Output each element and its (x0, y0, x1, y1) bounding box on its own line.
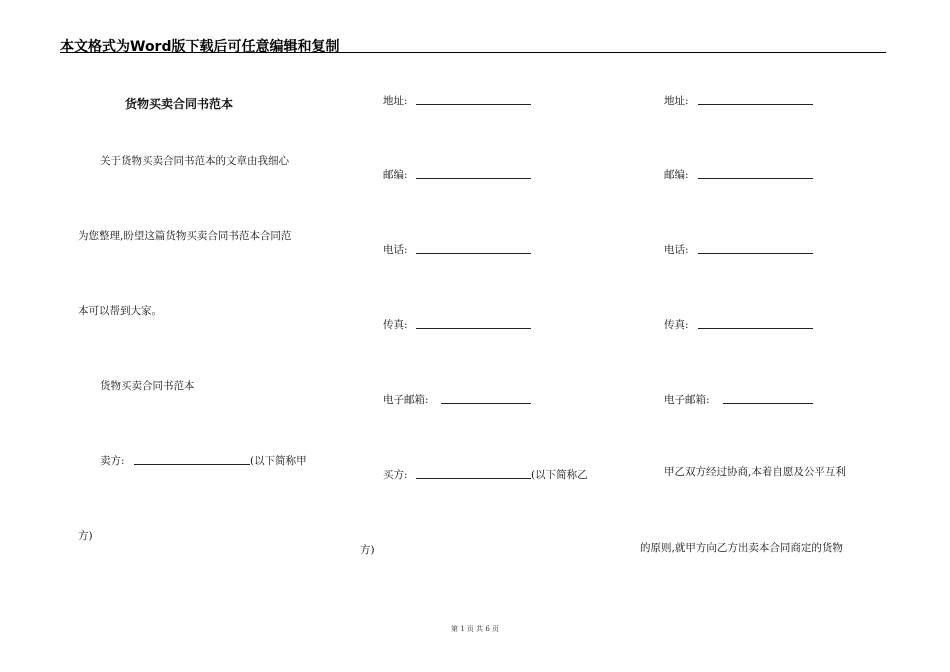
party-phone-line (698, 253, 813, 254)
buyer-address-label: 地址: (383, 95, 408, 107)
party-phone-label: 电话: (664, 244, 689, 256)
seller-wrap: 方) (78, 530, 93, 542)
subtitle: 货物买卖合同书范本 (100, 380, 195, 392)
buyer-phone-label: 电话: (383, 244, 408, 256)
document-title: 货物买卖合同书范本 (125, 97, 234, 111)
seller-blank-line (134, 464, 250, 465)
party-email-label: 电子邮箱: (664, 394, 710, 406)
buyer-wrap: 方) (360, 544, 375, 556)
agreement-line-2: 的原则,就甲方向乙方出卖本合同商定的货物 (640, 542, 843, 554)
party-address-line (698, 104, 813, 105)
header-rule (60, 52, 886, 53)
intro-line-3: 本可以帮到大家。 (78, 305, 162, 317)
buyer-email-line (441, 403, 531, 404)
buyer-fax-line (416, 328, 531, 329)
seller-suffix: (以下简称甲 (250, 455, 307, 467)
page-number: 第 1 页 共 6 页 (450, 625, 500, 633)
buyer-email-label: 电子邮箱: (383, 394, 429, 406)
buyer-blank-line (416, 478, 531, 479)
buyer-label: 买方: (383, 469, 408, 481)
party-postcode-line (698, 178, 813, 179)
party-postcode-label: 邮编: (664, 169, 689, 181)
party-fax-line (698, 328, 813, 329)
party-address-label: 地址: (664, 95, 689, 107)
party-fax-label: 传真: (664, 319, 689, 331)
intro-line-1: 关于货物买卖合同书范本的文章由我细心 (100, 155, 289, 167)
buyer-address-line (416, 104, 531, 105)
buyer-postcode-line (416, 178, 531, 179)
buyer-phone-line (416, 253, 531, 254)
buyer-suffix: (以下简称乙 (531, 469, 588, 481)
agreement-line-1: 甲乙双方经过协商,本着自愿及公平互利 (664, 466, 846, 478)
seller-label: 卖方: (100, 455, 125, 467)
party-email-line (723, 403, 813, 404)
buyer-postcode-label: 邮编: (383, 169, 408, 181)
intro-line-2: 为您整理,盼望这篇货物买卖合同书范本合同范 (78, 230, 292, 242)
document-header: 本文格式为Word版下载后可任意编辑和复制 (60, 39, 340, 55)
buyer-fax-label: 传真: (383, 319, 408, 331)
